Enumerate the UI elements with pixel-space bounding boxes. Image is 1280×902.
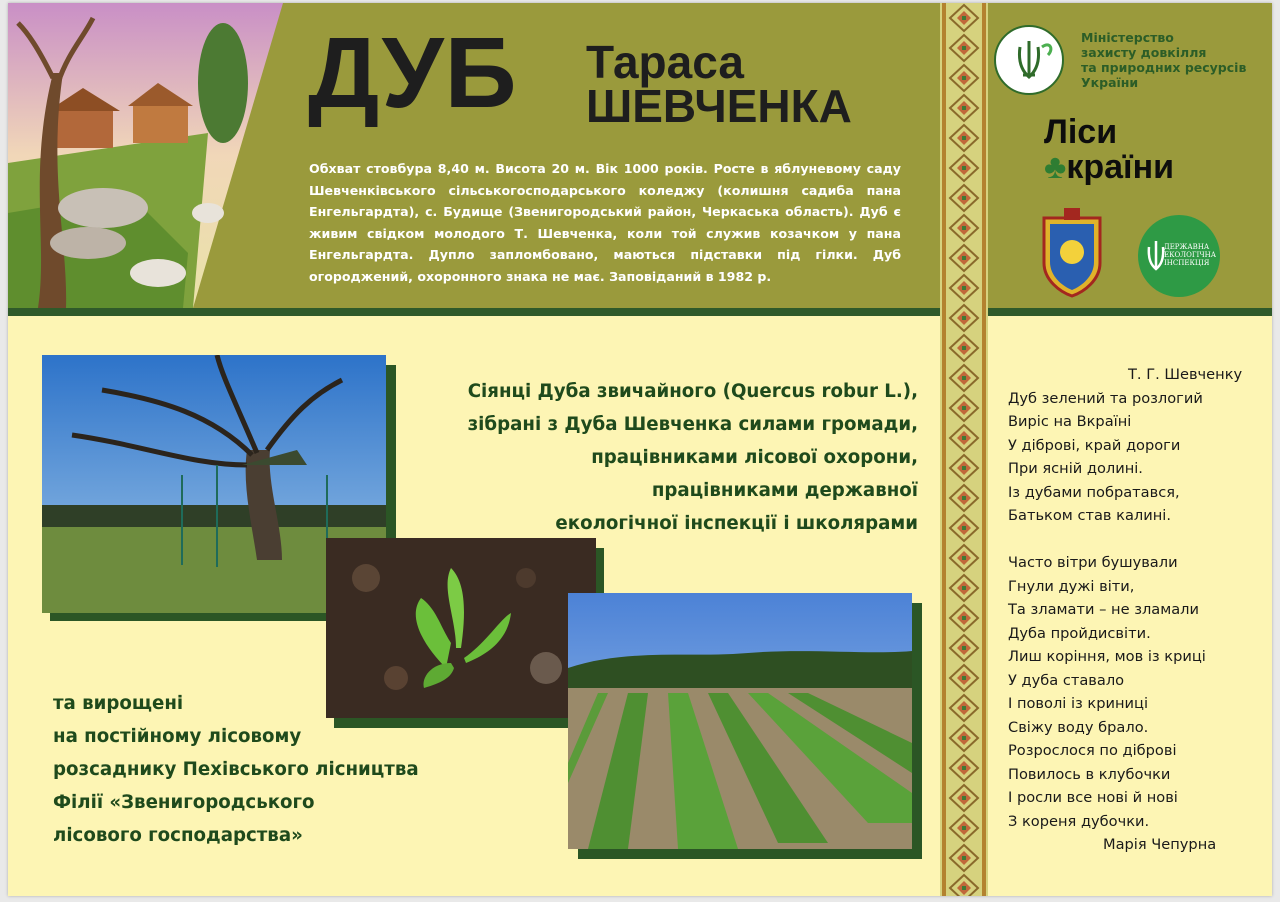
poem-line: Повилось в клубочки (1008, 765, 1171, 783)
poem-line: У діброві, край дороги (1008, 436, 1181, 454)
title-line-2: ШЕВЧЕНКА (586, 80, 852, 132)
poem-line: Часто вітри бушували (1008, 554, 1178, 571)
grown-line-2: на постійному лісовому (53, 726, 302, 747)
poem-line: Та зламати – не зламали (1008, 601, 1199, 618)
poem-line: Розрослося по діброві (1008, 742, 1177, 759)
title-line-1: Тараса (586, 36, 744, 88)
poem-line: І росли все нові й нові (1008, 789, 1178, 806)
poem-line: Дуб зелений та розлогий (1008, 389, 1203, 407)
forests-line-1: Ліси (1044, 113, 1118, 151)
poem-line: У дуба ставало (1008, 671, 1125, 689)
grown-line-4: Філії «Звенигородського (53, 792, 315, 813)
seedlings-line-3: працівниками лісової охорони, (591, 447, 918, 468)
grown-text (53, 687, 513, 852)
forest-nursery-photo (568, 593, 912, 849)
village-painting (8, 3, 283, 308)
grown-line-1: та вирощені (53, 693, 184, 714)
seedlings-line-2: зібрані з Дуба Шевченка силами громади, (467, 414, 918, 435)
eco-inspection-name: ДЕРЖАВНА ЕКОЛОГІЧНА ІНСПЕКЦІЯ (1164, 243, 1217, 267)
poem-line: З кореня дубочки. (1008, 812, 1150, 830)
eco-inspection-logo (1138, 215, 1220, 297)
header-divider (8, 308, 940, 316)
poem-author: Марія Чепурна (1103, 836, 1217, 853)
header-band (8, 3, 940, 308)
intro-paragraph: Обхват стовбура 8,40 м. Висота 20 м. Вік 1000 років. Росте в яблуневому саду Шевченківського сільськогосподарського коледжу (колишня садиба пана Енгельгардта), с. Будище (Звенигородський район, Черкаська область). Дуб є живим свідком молодого Т. Шевченка, коли той служив козачком у пана Енгельгардта. Дупло запломбовано, маються підставки під гілки. Дуб огороджений, охоронного знака не має. Заповіданий в 1982 р. (309, 161, 901, 284)
seedlings-line-5: екологічної інспекції і школярами (555, 513, 918, 534)
cherkasy-coat-of-arms-icon (1038, 208, 1106, 298)
tree-icon: ♣ (1044, 148, 1067, 186)
title-oak: ДУБ (308, 17, 518, 129)
poem-line: Із дубами побратався, (1008, 483, 1180, 501)
poem-dedication: Т. Г. Шевченку (1128, 366, 1243, 383)
ministry-line-2: захисту довкілля (1081, 45, 1207, 60)
ministry-line-1: Міністерство (1081, 30, 1174, 45)
forests-of-ukraine-logo (1044, 115, 1174, 185)
grown-line-3: розсаднику Пехівського лісництва (53, 759, 419, 780)
seedlings-line-1: Сіянці Дуба звичайного (Quercus robur L.), (467, 381, 918, 402)
poem-line: Свіжу воду брало. (1008, 718, 1149, 736)
logos-divider (988, 308, 1272, 316)
seedlings-line-4: працівниками державної (651, 480, 918, 501)
poem-line: І поволі із криниці (1008, 695, 1148, 712)
poem (1008, 363, 1270, 857)
poem-line: Дуба пройдисвіти. (1008, 624, 1151, 642)
embroidery-ornament (940, 3, 988, 896)
grown-line-5: лісового господарства» (53, 825, 303, 846)
forests-line-2: країни (1066, 148, 1175, 186)
poster (8, 3, 1272, 896)
poem-line: Батьком став калині. (1008, 507, 1171, 524)
poem-line: Виріс на Вкраїні (1008, 413, 1132, 430)
trident-icon (994, 25, 1064, 95)
ministry-line-4: України (1081, 75, 1139, 90)
poem-line: Лиш коріння, мов із криці (1008, 648, 1206, 665)
logos-panel (988, 3, 1272, 308)
poem-line: При ясній долині. (1008, 460, 1143, 477)
stanza-gap (1008, 528, 1270, 552)
seedlings-text (398, 375, 918, 540)
poem-line: Гнули дужі віти, (1008, 577, 1135, 595)
ministry-line-3: та природних ресурсів (1081, 60, 1247, 75)
title-shevchenko (586, 36, 852, 132)
ministry-name (1081, 30, 1266, 90)
